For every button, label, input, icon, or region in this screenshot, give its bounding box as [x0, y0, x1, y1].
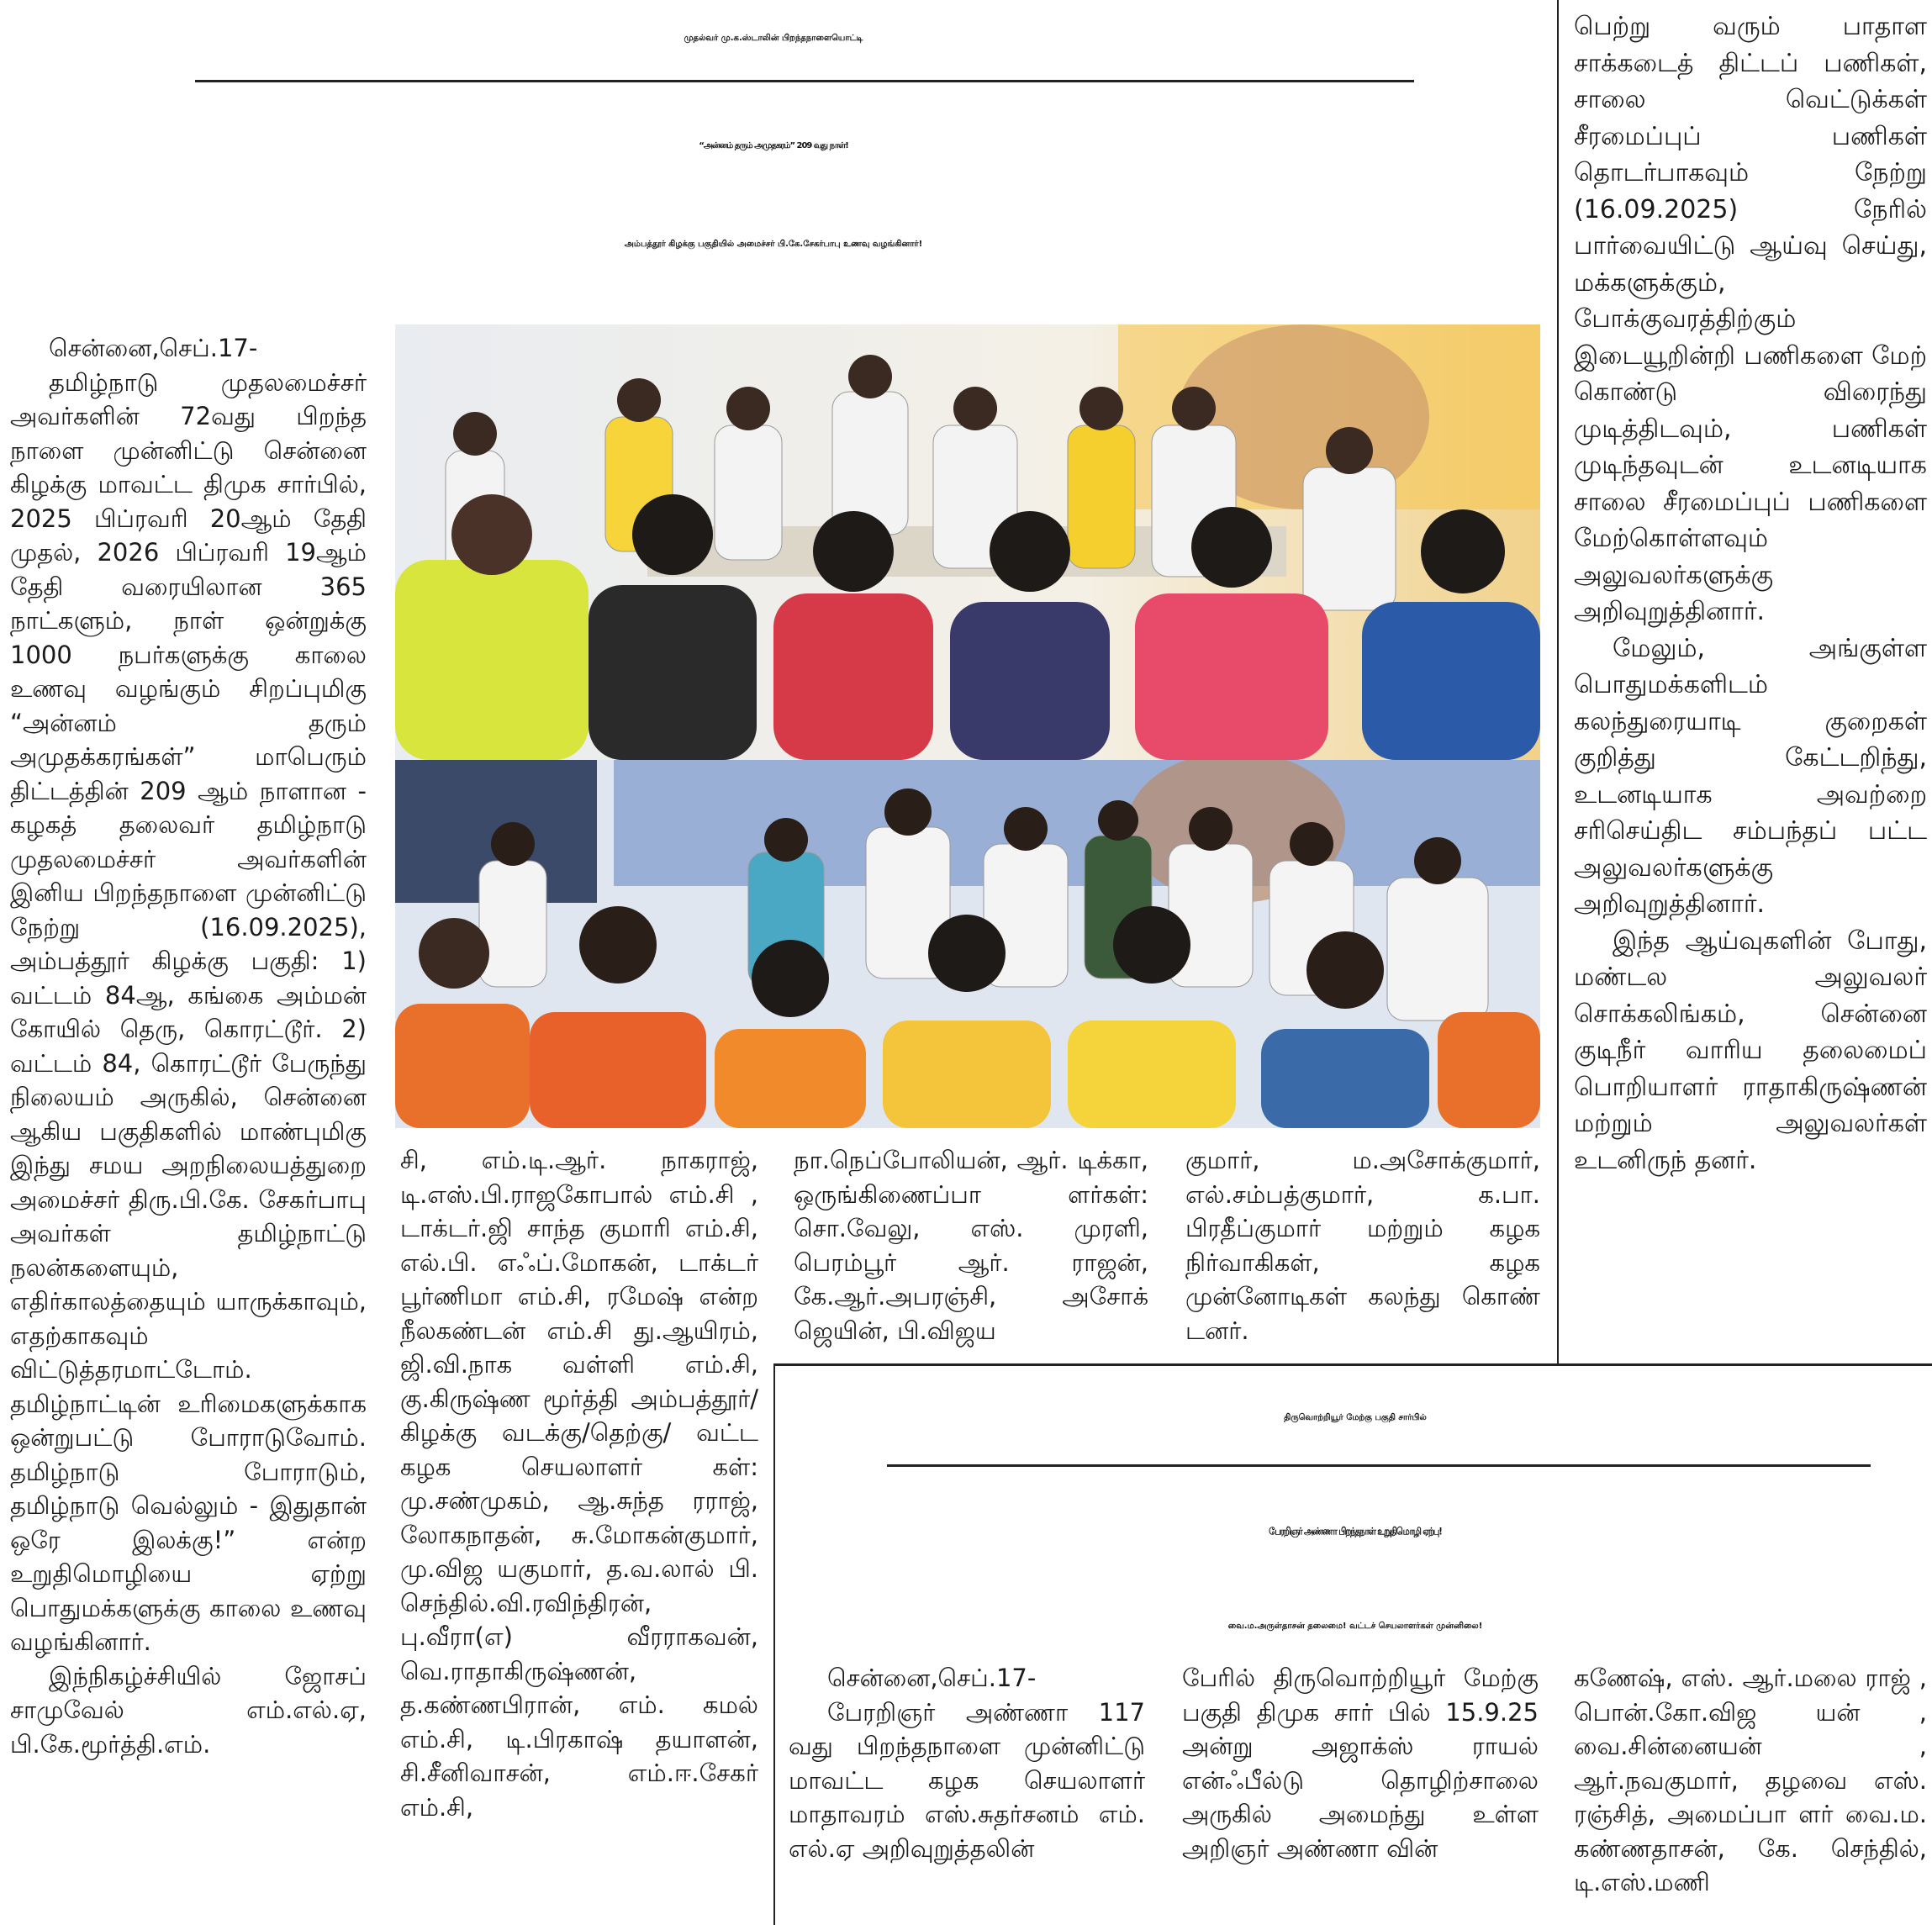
story1-photo-bottom	[395, 760, 1540, 1128]
story2-top-rule	[773, 1363, 1932, 1366]
serving-photo-bottom-image	[395, 760, 1540, 1128]
story1-col1-paragraph: தமிழ்நாடு முதலமைச்சர் அவர்களின் 72வது பிறந்த நாளை முன்னிட்டு சென்னை கிழக்கு மாவட்ட திமுக சார்பில், 2025 பிப்ரவரி 20ஆம் தேதி முதல், 2026 பிப்ரவரி 19ஆம் தேதி வரையிலான 365 நாட்களும், நாள் ஒன்றுக்கு 1000 நபர்களுக்கு காலை உணவு வழங்கும் சிறப்புமிகு “அன்னம் தரும் அமுதக்கரங்கள்” மாபெரும் திட்டத்தின் 209 ஆம் நாளான - கழகத் தலைவர் தமிழ்நாடு முதலமைச்சர் அவர்களின் இனிய பிறந்தநாளை முன்னிட்டு நேற்று (16.09.2025), அம்பத்தூர் கிழக்கு பகுதி: 1) வட்டம் 84ஆ, கங்கை அம்மன் கோயில் தெரு, கொரட்டூர். 2) வட்டம் 84, கொரட்டூர் பேருந்து நிலையம் அருகில், சென்னை ஆகிய பகுதிகளில் மாண்புமிகு இந்து சமய அறநிலையத்துறை அமைச்சர் திரு.பி.கே. சேகர்பாபு அவர்கள் தமிழ்நாட்டு நலன்களையும், எதிர்காலத்தையும் யாருக்காவும், எதற்காகவும் விட்டுத்தரமாட்டோம். தமிழ்நாட்டின் உரிமைகளுக்காக ஒன்றுபட்டு போராடுவோம். தமிழ்நாடு போராடும், தமிழ்நாடு வெல்லும் - இதுதான் ஒரே இலக்கு!” என்ற உறுதிமொழியை ஏற்று பொதுமக்களுக்கு காலை உணவு வழங்கினார்.	[10, 367, 367, 1656]
story2-col1-paragraph: பேரறிஞர் அண்ணா 117 வது பிறந்தநாளை முன்னிட்டு மாவட்ட கழக செயலாளர் மாதாவரம் எஸ்.சுதர்சனம் எம். எல்.ஏ அறிவுறுத்தலின்	[789, 1697, 1145, 1863]
story2-headline: பேரறிஞர் அண்ணா பிறந்தநாள் உறுதிமொழி ஏற்பு!	[1269, 1526, 1442, 1537]
story1-subhead: அம்பத்தூர் கிழக்கு பகுதியில் அமைச்சர் பி.கே.சேகர்பாபு உணவு வழங்கினார்!	[624, 240, 923, 249]
story1-column-4: குமார், ம.அசோக்குமார், எல்.சம்பத்குமார், க.பா. பிரதீப்குமார் மற்றும் கழக நிர்வாகிகள், கழக முன்னோடிகள் கலந்து கொண் டனர்.	[1185, 1146, 1540, 1345]
story2-column-1	[789, 1661, 1145, 1925]
story2-column-3: கணேஷ், எஸ். ஆர்.மலை ராஜ் , பொன்.கோ.விஜ யன் , வை.சின்னையன் , ஆர்.நவகுமார், தழவை எஸ். ரஞ்சித், அமைப்பா ளர் வை.ம. கண்ணதாசன், கே. செந்தில், டி.எஸ்.மணி	[1574, 1664, 1927, 1896]
story1-column-1	[10, 331, 367, 1925]
story2-dateline: சென்னை,செப்.17-	[827, 1664, 1037, 1692]
story2-left-rule	[773, 1363, 775, 1925]
story2-subhead: வை.ம.அருள்தாசன் தலைமை! வட்டச் செயலாளர்கள் முன்னிலை!	[1227, 1622, 1483, 1631]
story1-column-3: நா.நெப்போலியன், ஆர். டிக்கா, ஒருங்கிணைப்பா ளர்கள்: சொ.வேலு, எஸ். முரளி, பெரம்பூர் ஆர். ராஜன், கே.ஆர்.அபரஞ்சி, அசோக் ஜெயின், பி.விஜய	[794, 1146, 1148, 1345]
story1-kicker-rule	[195, 80, 1414, 82]
story2-kicker-rule	[887, 1464, 1871, 1467]
serving-photo-top-image	[395, 324, 1540, 760]
story1-dateline: சென்னை,செப்.17-	[49, 334, 258, 362]
right-column-paragraph-3: இந்த ஆய்வுகளின் போது, மண்டல அலுவலர் சொக்கலிங்கம், சென்னை குடிநீர் வாரிய தலைமைப் பொறியாளர் ராதாகிருஷ்ணன் மற்றும் அலுவலர்கள் உடனிருந் தனர்.	[1574, 926, 1927, 1175]
story1-headline: “அன்னம் தரும் அமுதகரம்” 209 வது நாள்!	[699, 141, 848, 150]
right-column-paragraph-1: பெற்று வரும் பாதாள சாக்கடைத் திட்டப் பணிகள், சாலை வெட்டுக்கள் சீரமைப்புப் பணிகள் தொடர்பாகவும் நேற்று (16.09.2025) நேரில் பார்வையிட்டு ஆய்வு செய்து, மக்களுக்கும், போக்குவரத்திற்கும் இடையூறின்றி பணிகளை மேற் கொண்டு விரைந்து முடித்திடவும், பணிகள் முடிந்தவுடன் உடனடியாக சாலை சீரமைப்புப் பணிகளை மேற்கொள்ளவும் அலுவலர்களுக்கு அறிவுறுத்தினார்.	[1574, 12, 1927, 626]
right-column-paragraph-2: மேலும், அங்குள்ள பொதுமக்களிடம் கலந்துரையாடி குறைகள் குறித்து கேட்டறிந்து, உடனடியாக அவற்றை சரிசெய்திட சம்பந்தப் பட்ட அலுவலர்களுக்கு அறிவுறுத்தினார்.	[1574, 633, 1927, 919]
story2-kicker: திருவொற்றியூர் மேற்கு பகுதி சார்பில்	[1284, 1413, 1427, 1422]
story1-column-2: சி, எம்.டி.ஆர். நாகராஜ், டி.எஸ்.பி.ராஜகோபால் எம்.சி , டாக்டர்.ஜி சாந்த குமாரி எம்.சி, எல்.பி. எஃப்.மோகன், டாக்டர் பூர்ணிமா எம்.சி, ரமேஷ் என்ற நீலகண்டன் எம்.சி து.ஆயிரம், ஜி.வி.நாக வள்ளி எம்.சி, கு.கிருஷ்ண மூர்த்தி அம்பத்தூர்/ கிழக்கு வடக்கு/தெற்கு/ வட்ட கழக செயலாளர் கள்: மு.சண்முகம், ஆ.சுந்த ரராஜ், லோகநாதன், சு.மோகன்குமார், மு.விஜ யகுமார், த.வ.லால் பி. செந்தில்.வி.ரவிந்திரன், பு.வீரா(எ) வீரராகவன், வெ.ராதாகிருஷ்ணன், த.கண்ணபிரான், எம். கமல் எம்.சி, டி.பிரகாஷ் தயாளன், சி.சீனிவாசன், எம்.ஈ.சேகர் எம்.சி,	[400, 1146, 758, 1822]
story1-kicker: முதல்வர் மு.க.ஸ்டாலின் பிறந்தநாளையொட்டி	[684, 34, 863, 43]
right-column-text	[1574, 8, 1927, 1362]
story1-photo-top	[395, 324, 1540, 760]
story2-column-2: பேரில் திருவொற்றியூர் மேற்கு பகுதி திமுக சார் பில் 15.9.25 அன்று அஜாக்ஸ் ராயல் என்ஃபீல்டு தொழிற்சாலை அருகில் அமைந்து உள்ள அறிஞர் அண்ணா வின்	[1182, 1664, 1539, 1863]
right-column-rule	[1557, 0, 1559, 1363]
story1-col1-paragraph-2: இந்நிகழ்ச்சியில் ஜோசப் சாமுவேல் எம்.எல்.ஏ, பி.கே.மூர்த்தி.எம்.	[10, 1661, 367, 1759]
